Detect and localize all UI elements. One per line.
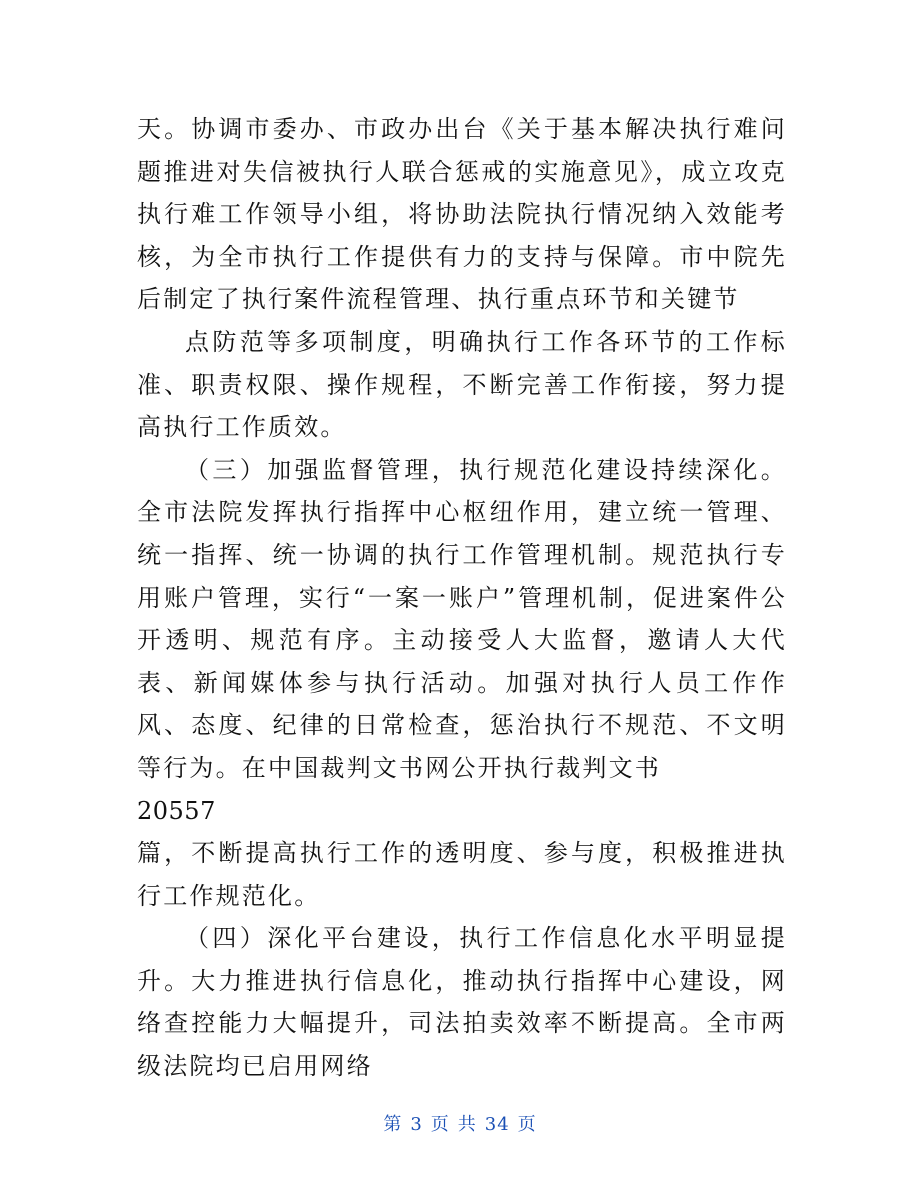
- paragraph-continuation: 天。协调市委办、市政办出台《关于基本解决执行难问题推进对失信被执行人联合惩戒的实施意见》，成立攻克执行难工作领导小组，将协助法院执行情况纳入效能考核，为全市执行工作提供有力的支持与保障。市中院先后制定了执行案件流程管理、执行重点环节和关键节: [137, 115, 787, 314]
- footer-mid: 页: [430, 1114, 450, 1135]
- paragraph-number: 20557: [137, 796, 216, 825]
- footer-total-label: 共: [457, 1114, 477, 1135]
- paragraph-section-3: （三）加强监督管理，执行规范化建设持续深化。全市法院发挥执行指挥中心枢纽作用，建立统一管理、统一指挥、统一协调的执行工作管理机制。规范执行专用账户管理，实行“一案一账户”管理机制，促进案件公开透明、规范有序。主动接受人大监督，邀请人大代表、新闻媒体参与执行活动。加强对执行人员工作作风、态度、纪律的日常检查，惩治执行不规范、不文明等行为。在中国裁判文书网公开执行裁判文书: [137, 455, 787, 782]
- paragraph-prevention: 点防范等多项制度，明确执行工作各环节的工作标准、职责权限、操作规程，不断完善工作衔接，努力提高执行工作质效。: [137, 327, 787, 442]
- document-body: [137, 108, 787, 1088]
- footer-current-page: 3: [410, 1114, 423, 1135]
- footer-total-pages: 34: [484, 1114, 510, 1135]
- footer-suffix: 页: [517, 1114, 537, 1135]
- paragraph-transparency: 篇，不断提高执行工作的透明度、参与度，积极推进执行工作规范化。: [137, 839, 787, 910]
- page-footer: [0, 1110, 920, 1136]
- footer-prefix: 第: [383, 1114, 403, 1135]
- paragraph-section-4: （四）深化平台建设，执行工作信息化水平明显提升。大力推进执行信息化，推动执行指挥中心建设，网络查控能力大幅提升，司法拍卖效率不断提高。全市两级法院均已启用网络: [137, 924, 787, 1081]
